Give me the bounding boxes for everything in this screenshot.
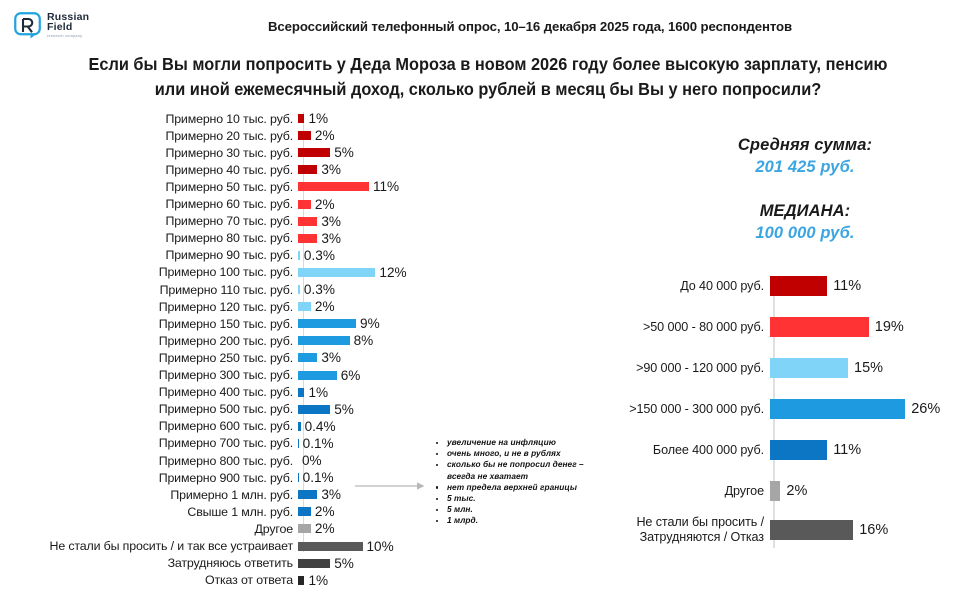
header-bar	[0, 0, 973, 46]
bar	[298, 507, 311, 516]
bar	[298, 268, 375, 277]
bar-value-label: 2%	[314, 521, 335, 537]
bar-value-label: 3%	[321, 213, 341, 229]
bar-value-label: 0%	[302, 453, 322, 468]
bar-value-label: 2%	[786, 483, 808, 499]
bar-category-label: Примерно 30 тыс. руб.	[165, 145, 293, 160]
bar-category-label: Другое	[724, 483, 764, 498]
arrow-right-icon	[355, 481, 427, 491]
bar-row	[0, 127, 440, 144]
bar-row	[590, 481, 973, 501]
bar-category-label: Свыше 1 млн. руб.	[187, 504, 293, 519]
other-answers-callout	[430, 437, 605, 527]
bar-row	[0, 520, 440, 537]
bar-and-value	[298, 520, 335, 537]
bar-value-label: 0.4%	[304, 418, 336, 434]
bar-and-value	[298, 332, 373, 349]
bar-row	[0, 213, 440, 230]
bar-category-label: Примерно 700 тыс. руб.	[158, 436, 293, 451]
bar	[298, 542, 363, 551]
list-item: 5 тыс.	[430, 493, 605, 504]
bar-value-label: 11%	[833, 278, 862, 294]
bar-and-value	[298, 469, 334, 486]
bar-value-label: 3%	[321, 230, 341, 246]
bar-row	[0, 418, 440, 435]
bar-category-label: Примерно 10 тыс. руб.	[165, 111, 293, 126]
bar-value-label: 3%	[321, 162, 341, 178]
bar-category-label: До 40 000 руб.	[680, 278, 764, 293]
bar-row	[0, 161, 440, 178]
bar-value-label: 19%	[874, 319, 904, 335]
bar-category-label: Примерно 900 тыс. руб.	[158, 470, 293, 485]
bar-row	[590, 276, 973, 296]
list-item: увеличение на инфляцию	[430, 437, 605, 448]
mean-label: Средняя сумма:	[737, 136, 873, 154]
bar-row	[0, 367, 440, 384]
bar-row	[0, 503, 440, 520]
bar-row	[0, 196, 440, 213]
bar-and-value	[770, 276, 861, 296]
bar-and-value	[298, 486, 341, 503]
bar-and-value	[298, 144, 354, 161]
bar	[770, 358, 848, 378]
bar-and-value	[770, 481, 807, 501]
bar-row	[0, 384, 440, 401]
bar-value-label: 0.3%	[303, 282, 335, 297]
page-title	[80, 52, 896, 102]
bar-category-label: Примерно 60 тыс. руб.	[165, 197, 293, 211]
bar-category-label: Примерно 120 тыс. руб.	[158, 299, 293, 314]
bar	[298, 524, 311, 533]
bar-value-label: 2%	[314, 504, 335, 520]
bar-value-label: 12%	[379, 264, 407, 280]
bar	[298, 473, 299, 482]
bar-and-value	[298, 196, 335, 213]
bar-value-label: 1%	[308, 111, 329, 126]
bar	[298, 165, 317, 174]
bar-category-label: >150 000 - 300 000 руб.	[629, 401, 764, 416]
bar-and-value	[298, 315, 380, 332]
bar-value-label: 2%	[314, 299, 335, 315]
bar-row	[590, 358, 973, 378]
bar	[298, 422, 301, 431]
bar-value-label: 0.1%	[302, 435, 334, 451]
bar-and-value	[770, 440, 861, 460]
speech-bubble-r-icon	[14, 12, 41, 39]
bar	[298, 336, 350, 345]
bar	[298, 234, 317, 243]
bar-and-value	[770, 317, 904, 337]
bar	[298, 148, 330, 157]
mean-value: 201 425 руб.	[755, 158, 855, 176]
list-item: очень много, и не в рублях	[430, 448, 605, 459]
bar-row	[0, 332, 440, 349]
bar-and-value	[298, 264, 407, 281]
bar-and-value	[298, 401, 354, 418]
bar-row	[0, 452, 440, 469]
bar-value-label: 2%	[314, 196, 335, 212]
bar	[298, 200, 311, 209]
bar	[770, 276, 827, 296]
bar-row	[0, 281, 440, 298]
question-line-1: Если бы Вы могли попросить у Деда Мороза в новом 2026 году более высокую зарплату, пенсию или	[88, 54, 888, 99]
list-item: нет предела верхней границы	[430, 482, 605, 493]
bar-row	[590, 440, 973, 460]
bar-and-value	[298, 367, 360, 384]
brand-tagline: research company	[47, 33, 83, 38]
brand-name-line1: Russian	[47, 10, 90, 23]
bar-value-label: 5%	[334, 145, 354, 161]
bar	[298, 319, 356, 328]
bar-value-label: 0.1%	[302, 470, 334, 486]
bar-category-label: Примерно 300 тыс. руб.	[158, 368, 293, 382]
brand-wordmark	[47, 12, 89, 39]
bar-row	[0, 298, 440, 315]
bar-and-value	[298, 572, 328, 589]
bar-row	[0, 555, 440, 572]
bar-category-label: Примерно 100 тыс. руб.	[158, 265, 293, 280]
bar-and-value	[298, 452, 322, 469]
bar	[770, 481, 780, 501]
bar-and-value	[770, 520, 888, 540]
bar-row	[0, 144, 440, 161]
bar-row	[0, 401, 440, 418]
median-block	[660, 202, 950, 243]
bar-category-label: Примерно 110 тыс. руб.	[159, 282, 293, 297]
bar-row	[0, 110, 440, 127]
bar-and-value	[770, 358, 883, 378]
bar-category-label: Примерно 80 тыс. руб.	[165, 231, 293, 246]
bar-category-label: Примерно 800 тыс. руб.	[158, 453, 293, 468]
bar-category-label: Примерно 70 тыс. руб.	[165, 214, 293, 229]
bar	[298, 576, 304, 585]
bar-and-value	[298, 435, 334, 452]
list-item: 1 млрд.	[430, 515, 605, 526]
bar-category-label: Примерно 1 млн. руб.	[170, 487, 293, 502]
bar	[298, 559, 330, 568]
grouped-distribution-chart	[590, 272, 973, 557]
bar-value-label: 5%	[334, 555, 354, 571]
bar-row	[590, 317, 973, 337]
bar-and-value	[298, 247, 335, 264]
bar	[298, 217, 317, 226]
bar-and-value	[298, 110, 328, 127]
bar-value-label: 9%	[360, 316, 380, 332]
bar-value-label: 1%	[308, 572, 329, 588]
bar-value-label: 5%	[334, 401, 354, 417]
bar-value-label: 1%	[308, 384, 329, 400]
bar	[298, 131, 311, 140]
bar-row	[590, 515, 973, 545]
bar-and-value	[298, 555, 354, 572]
bar-and-value	[298, 161, 341, 178]
bar-row	[0, 264, 440, 281]
bar-and-value	[770, 399, 940, 419]
bar	[298, 439, 299, 448]
bar-category-label: Более 400 000 руб.	[652, 442, 764, 457]
bar-category-label: Примерно 400 тыс. руб.	[158, 385, 293, 400]
bar	[298, 302, 311, 311]
bar-and-value	[298, 538, 394, 555]
bar	[770, 440, 827, 460]
bar-row	[590, 399, 973, 419]
list-item: сколько бы не попросил денег – всегда не хватает	[430, 459, 605, 481]
bar-category-label: Не стали бы просить / Затрудняются / Отказ	[636, 515, 764, 544]
summary-statistics	[660, 136, 950, 243]
bar-value-label: 10%	[366, 538, 394, 554]
bar-and-value	[298, 127, 335, 144]
question-line-2: иной ежемесячный доход, сколько рублей в месяц бы Вы у него попросили?	[189, 79, 822, 99]
bar-value-label: 11%	[372, 179, 400, 195]
bar-and-value	[298, 178, 399, 195]
bar-row	[0, 349, 440, 366]
bar-value-label: 15%	[854, 360, 884, 376]
mean-block	[660, 136, 950, 177]
bar-category-label: Примерно 600 тыс. руб.	[158, 419, 293, 434]
bar-category-label: Примерно 50 тыс. руб.	[165, 179, 293, 194]
bar	[298, 285, 300, 294]
median-label: МЕДИАНА:	[759, 202, 851, 220]
bar	[298, 388, 304, 397]
bar-category-label: Другое	[254, 521, 293, 536]
bar-category-label: Отказ от ответа	[204, 573, 293, 588]
bar-and-value	[298, 213, 341, 230]
bar	[298, 371, 337, 380]
bar-value-label: 3%	[321, 487, 341, 503]
median-value: 100 000 руб.	[755, 224, 855, 242]
bar	[770, 520, 853, 540]
bar-value-label: 8%	[353, 333, 374, 349]
bar-category-label: Примерно 250 тыс. руб.	[158, 350, 293, 365]
bar-category-label: Затрудняюсь ответить	[167, 556, 293, 571]
bar-category-label: Примерно 90 тыс. руб.	[165, 248, 293, 263]
bar-row	[0, 572, 440, 589]
bar-category-label: Не стали бы просить / и так все устраивает	[49, 539, 293, 553]
bar-row	[0, 178, 440, 195]
bar-category-label: >90 000 - 120 000 руб.	[636, 360, 764, 375]
bar-and-value	[298, 384, 328, 401]
bar	[298, 353, 317, 362]
bar-value-label: 16%	[859, 522, 889, 538]
bar	[298, 490, 317, 499]
bar-value-label: 3%	[321, 350, 341, 366]
bar-category-label: >50 000 - 80 000 руб.	[643, 319, 764, 334]
bar-category-label: Примерно 200 тыс. руб.	[158, 333, 293, 348]
brand-logo	[14, 10, 126, 40]
bar	[770, 317, 869, 337]
list-item: 5 млн.	[430, 504, 605, 515]
bar	[298, 114, 304, 123]
bar-value-label: 26%	[911, 401, 941, 417]
bar-and-value	[298, 503, 335, 520]
bar-value-label: 0.3%	[303, 247, 335, 263]
bar-and-value	[298, 298, 335, 315]
brand-name-line2: Field	[47, 21, 73, 34]
bar-row	[0, 247, 440, 264]
bar-row	[0, 315, 440, 332]
bar-row	[0, 230, 440, 247]
bar-value-label: 11%	[833, 442, 862, 458]
bar-value-label: 6%	[340, 367, 361, 383]
bar	[770, 399, 905, 419]
bar-and-value	[298, 418, 336, 435]
bar	[298, 182, 369, 191]
bar	[298, 405, 330, 414]
bar-and-value	[298, 281, 335, 298]
bar-row	[0, 538, 440, 555]
other-answers-list	[430, 437, 605, 527]
bar-and-value	[298, 230, 341, 247]
bar-value-label: 2%	[314, 128, 335, 144]
bar	[298, 251, 300, 260]
survey-subtitle: Всероссийский телефонный опрос, 10–16 декабря 2025 года, 1600 респондентов	[268, 19, 793, 34]
bar-category-label: Примерно 150 тыс. руб.	[158, 316, 293, 331]
bar-category-label: Примерно 40 тыс. руб.	[165, 162, 293, 177]
bar-and-value	[298, 349, 341, 366]
bar-category-label: Примерно 500 тыс. руб.	[158, 402, 293, 417]
bar-row	[0, 435, 440, 452]
bar-category-label: Примерно 20 тыс. руб.	[165, 128, 293, 143]
